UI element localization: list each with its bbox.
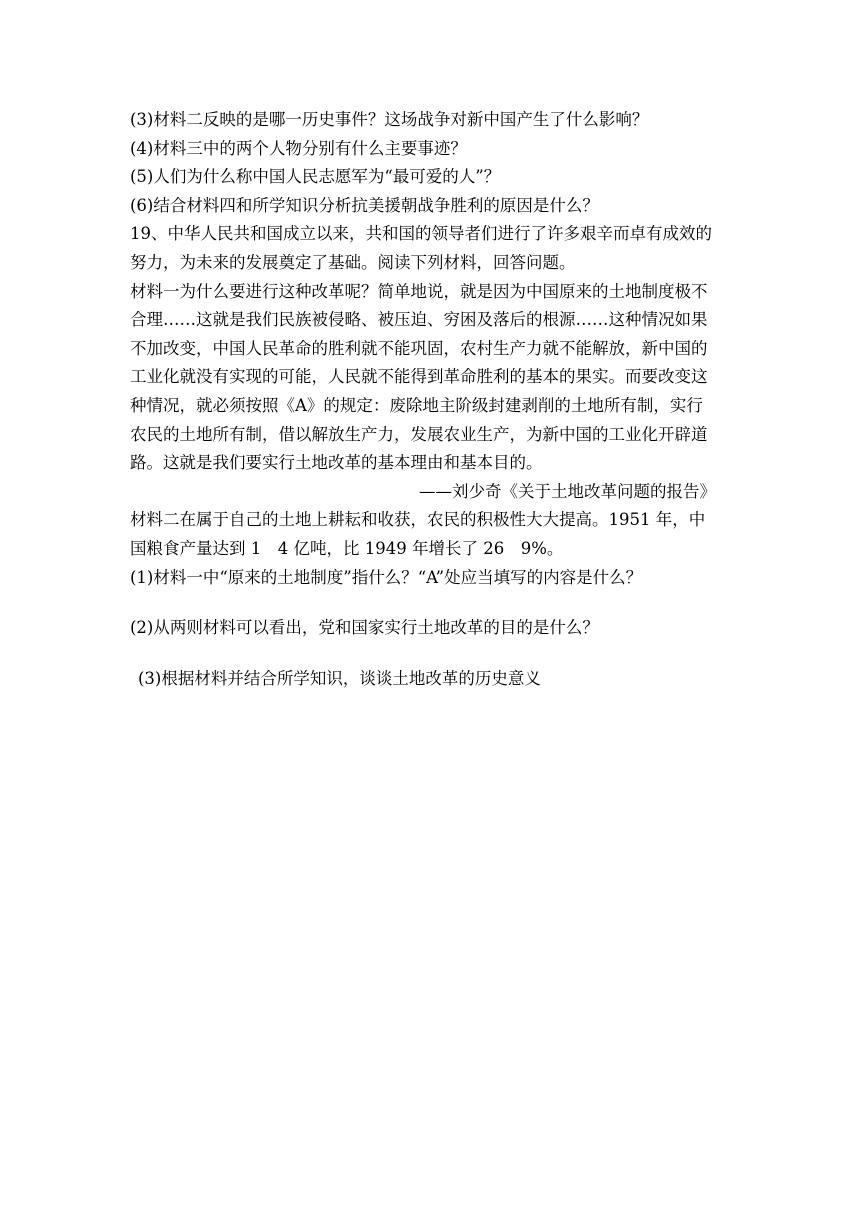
- material-one-line: 合理……这就是我们民族被侵略、被压迫、穷困及落后的根源……这种情况如果: [130, 310, 708, 330]
- question-4: (4)材料三中的两个人物分别有什么主要事迹？: [130, 138, 467, 158]
- material-one-line: 种情况，就必须按照《A》的规定：废除地主阶级封建剥削的土地所有制，实行: [130, 395, 703, 415]
- question-3: (3)材料二反映的是哪一历史事件？这场战争对新中国产生了什么影响？: [130, 110, 649, 129]
- material-one-line: 不加改变，中国人民革命的胜利就不能巩固，农村生产力就不能解放，新中国的: [130, 338, 708, 358]
- material-two-line: 材料二在属于自己的土地上耕耘和收获，农民的积极性大大提高。1951 年，中: [130, 510, 706, 530]
- question-19-intro: [130, 220, 734, 277]
- material-two: [130, 506, 734, 563]
- previous-questions: [130, 106, 734, 220]
- material-one-source: ——刘少奇《关于土地改革问题的报告》: [419, 481, 716, 501]
- sub-questions: [130, 564, 734, 694]
- material-one-line: 路。这就是我们要实行土地改革的基本理由和基本目的。: [130, 453, 543, 473]
- material-one: [130, 278, 734, 507]
- intro-line: 19、中华人民共和国成立以来，共和国的领导者们进行了许多艰辛而卓有成效的: [130, 224, 712, 244]
- document-content: [130, 106, 734, 693]
- material-one-line: 工业化就没有实现的可能，人民就不能得到革命胜利的基本的果实。而要改变这: [130, 367, 708, 387]
- sub-question-1: (1)材料一中“原来的土地制度”指什么？“A”处应当填写的内容是什么？: [130, 567, 643, 587]
- question-5: (5)人们为什么称中国人民志愿军为“最可爱的人”？: [130, 167, 501, 187]
- sub-question-3: (3)根据材料并结合所学知识，谈谈土地改革的历史意义: [138, 668, 541, 688]
- intro-line: 努力，为未来的发展奠定了基础。阅读下列材料，回答问题。: [130, 252, 576, 272]
- material-one-line: 农民的土地所有制，借以解放生产力，发展农业生产，为新中国的工业化开辟道: [130, 424, 708, 444]
- question-6: (6)结合材料四和所学知识分析抗美援朝战争胜利的原因是什么？: [130, 195, 599, 215]
- material-two-line: 国粮食产量达到 1 4 亿吨，比 1949 年增长了 26 9%。: [130, 538, 564, 558]
- material-one-line: 材料一为什么要进行这种改革呢？简单地说，就是因为中国原来的土地制度极不: [130, 281, 708, 301]
- sub-question-2: (2)从两则材料可以看出，党和国家实行土地改革的目的是什么？: [130, 618, 599, 638]
